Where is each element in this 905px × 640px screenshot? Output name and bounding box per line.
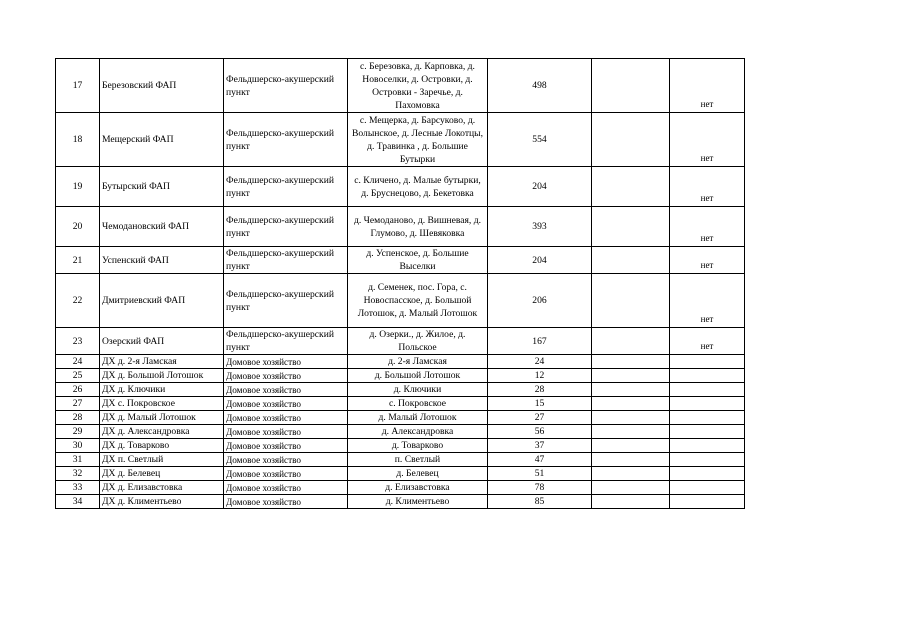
cell-type: Фельдшерско-акушерский пункт	[224, 247, 348, 274]
cell-type: Домовое хозяйство	[224, 467, 348, 481]
cell-population: 78	[488, 481, 592, 495]
cell-note: нет	[670, 328, 745, 355]
cell-type: Фельдшерско-акушерский пункт	[224, 328, 348, 355]
cell-empty	[592, 453, 670, 467]
cell-num: 24	[56, 355, 100, 369]
cell-num: 33	[56, 481, 100, 495]
cell-villages: д. Семенек, пос. Гора, с. Новоспасское, д. Большой Лотошок, д. Малый Лотошок	[348, 274, 488, 328]
cell-population: 28	[488, 383, 592, 397]
cell-num: 34	[56, 495, 100, 509]
cell-villages: д. Ключики	[348, 383, 488, 397]
table-row	[56, 453, 745, 467]
cell-type: Домовое хозяйство	[224, 495, 348, 509]
cell-population: 85	[488, 495, 592, 509]
cell-note: нет	[670, 167, 745, 207]
cell-num: 21	[56, 247, 100, 274]
cell-villages: д. Успенское, д. Большие Выселки	[348, 247, 488, 274]
table-row	[56, 481, 745, 495]
cell-empty	[592, 383, 670, 397]
table-row	[56, 274, 745, 328]
cell-empty	[670, 495, 745, 509]
cell-name: ДХ п. Светлый	[100, 453, 224, 467]
table-row	[56, 113, 745, 167]
cell-num: 17	[56, 59, 100, 113]
cell-type: Фельдшерско-акушерский пункт	[224, 59, 348, 113]
cell-name: ДХ д. Товарково	[100, 439, 224, 453]
cell-population: 51	[488, 467, 592, 481]
cell-population: 56	[488, 425, 592, 439]
cell-villages: д. Малый Лотошок	[348, 411, 488, 425]
cell-villages: д. 2-я Ламская	[348, 355, 488, 369]
cell-name: Дмитриевский ФАП	[100, 274, 224, 328]
cell-type: Домовое хозяйство	[224, 425, 348, 439]
table-row	[56, 383, 745, 397]
cell-villages: д. Товарково	[348, 439, 488, 453]
cell-name: Успенский ФАП	[100, 247, 224, 274]
cell-empty	[670, 383, 745, 397]
cell-population: 393	[488, 207, 592, 247]
cell-empty	[592, 247, 670, 274]
table-row	[56, 425, 745, 439]
cell-villages: с. Березовка, д. Карповка, д. Новоселки, д. Островки, д. Островки - Заречье, д. Пахомовка	[348, 59, 488, 113]
cell-num: 18	[56, 113, 100, 167]
cell-num: 22	[56, 274, 100, 328]
table-row	[56, 247, 745, 274]
table-row	[56, 397, 745, 411]
cell-population: 15	[488, 397, 592, 411]
cell-empty	[592, 167, 670, 207]
cell-name: ДХ д. Александровка	[100, 425, 224, 439]
cell-empty	[592, 495, 670, 509]
cell-villages: д. Белевец	[348, 467, 488, 481]
cell-empty	[592, 207, 670, 247]
cell-empty	[592, 355, 670, 369]
cell-num: 25	[56, 369, 100, 383]
cell-type: Домовое хозяйство	[224, 369, 348, 383]
cell-empty	[592, 411, 670, 425]
cell-type: Фельдшерско-акушерский пункт	[224, 274, 348, 328]
cell-villages: д. Озерки., д. Жилое, д. Польское	[348, 328, 488, 355]
cell-population: 37	[488, 439, 592, 453]
cell-num: 23	[56, 328, 100, 355]
cell-empty	[670, 355, 745, 369]
cell-name: Чемодановский ФАП	[100, 207, 224, 247]
cell-type: Фельдшерско-акушерский пункт	[224, 113, 348, 167]
table-row	[56, 328, 745, 355]
cell-empty	[670, 439, 745, 453]
cell-empty	[670, 369, 745, 383]
cell-name: ДХ д. Елизавстовка	[100, 481, 224, 495]
cell-name: ДХ д. Климентьево	[100, 495, 224, 509]
cell-num: 26	[56, 383, 100, 397]
cell-name: ДХ д. Белевец	[100, 467, 224, 481]
table-row	[56, 167, 745, 207]
cell-name: Березовский ФАП	[100, 59, 224, 113]
cell-type: Домовое хозяйство	[224, 383, 348, 397]
cell-name: ДХ д. Малый Лотошок	[100, 411, 224, 425]
cell-empty	[670, 425, 745, 439]
cell-num: 29	[56, 425, 100, 439]
cell-type: Домовое хозяйство	[224, 411, 348, 425]
cell-type: Домовое хозяйство	[224, 355, 348, 369]
table-row	[56, 411, 745, 425]
cell-name: Озерский ФАП	[100, 328, 224, 355]
cell-num: 32	[56, 467, 100, 481]
cell-empty	[592, 369, 670, 383]
cell-empty	[670, 397, 745, 411]
cell-num: 20	[56, 207, 100, 247]
table-row	[56, 369, 745, 383]
cell-num: 28	[56, 411, 100, 425]
cell-name: ДХ д. 2-я Ламская	[100, 355, 224, 369]
cell-empty	[592, 439, 670, 453]
table-row	[56, 355, 745, 369]
cell-villages: п. Светлый	[348, 453, 488, 467]
cell-type: Фельдшерско-акушерский пункт	[224, 167, 348, 207]
table-row	[56, 467, 745, 481]
cell-empty	[592, 425, 670, 439]
cell-population: 206	[488, 274, 592, 328]
cell-population: 27	[488, 411, 592, 425]
table-row	[56, 59, 745, 113]
cell-empty	[670, 467, 745, 481]
cell-empty	[670, 411, 745, 425]
cell-population: 12	[488, 369, 592, 383]
table-row	[56, 495, 745, 509]
cell-villages: д. Елизавстовка	[348, 481, 488, 495]
cell-population: 47	[488, 453, 592, 467]
cell-empty	[592, 481, 670, 495]
cell-empty	[592, 59, 670, 113]
cell-villages: д. Александровка	[348, 425, 488, 439]
cell-type: Домовое хозяйство	[224, 481, 348, 495]
cell-note: нет	[670, 207, 745, 247]
table-row	[56, 207, 745, 247]
cell-note: нет	[670, 247, 745, 274]
cell-note: нет	[670, 113, 745, 167]
cell-num: 31	[56, 453, 100, 467]
cell-num: 19	[56, 167, 100, 207]
cell-population: 204	[488, 247, 592, 274]
cell-population: 554	[488, 113, 592, 167]
cell-empty	[592, 113, 670, 167]
facilities-table	[55, 58, 745, 509]
cell-type: Домовое хозяйство	[224, 439, 348, 453]
cell-name: ДХ д. Ключики	[100, 383, 224, 397]
cell-population: 204	[488, 167, 592, 207]
cell-empty	[592, 467, 670, 481]
cell-villages: с. Покровское	[348, 397, 488, 411]
cell-name: ДХ с. Покровское	[100, 397, 224, 411]
cell-villages: д. Большой Лотошок	[348, 369, 488, 383]
cell-type: Домовое хозяйство	[224, 397, 348, 411]
cell-note: нет	[670, 274, 745, 328]
cell-empty	[592, 397, 670, 411]
cell-name: ДХ д. Большой Лотошок	[100, 369, 224, 383]
cell-num: 30	[56, 439, 100, 453]
cell-villages: с. Мещерка, д. Барсуково, д. Волынское, д. Лесные Локотцы, д. Травинка , д. Большие Бутырки	[348, 113, 488, 167]
table-row	[56, 439, 745, 453]
cell-empty	[670, 453, 745, 467]
cell-population: 24	[488, 355, 592, 369]
cell-empty	[592, 274, 670, 328]
cell-villages: д. Чемоданово, д. Вишневая, д. Глумово, д. Шевяковка	[348, 207, 488, 247]
facilities-table-body	[56, 59, 745, 509]
cell-villages: д. Климентьево	[348, 495, 488, 509]
cell-num: 27	[56, 397, 100, 411]
cell-name: Бутырский ФАП	[100, 167, 224, 207]
cell-villages: с. Кличено, д. Малые бутырки, д. Бруснецово, д. Бекетовка	[348, 167, 488, 207]
cell-population: 167	[488, 328, 592, 355]
cell-empty	[670, 481, 745, 495]
cell-type: Фельдшерско-акушерский пункт	[224, 207, 348, 247]
cell-note: нет	[670, 59, 745, 113]
cell-name: Мещерский ФАП	[100, 113, 224, 167]
cell-type: Домовое хозяйство	[224, 453, 348, 467]
cell-population: 498	[488, 59, 592, 113]
cell-empty	[592, 328, 670, 355]
